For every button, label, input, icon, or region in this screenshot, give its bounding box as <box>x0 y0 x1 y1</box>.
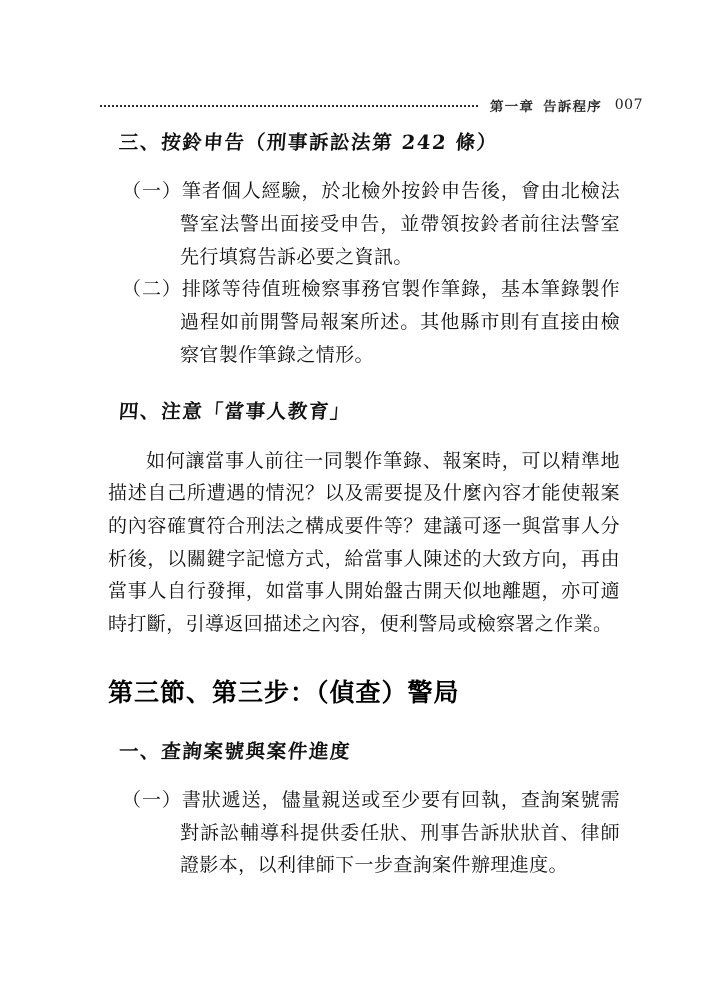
spacer <box>0 371 705 397</box>
heading-section-three: 三、按鈴申告（刑事訴訟法第 242 條） <box>118 131 499 154</box>
spacer <box>0 427 705 445</box>
spacer <box>0 766 705 784</box>
list-item-1-1: （一）書狀遞送，儘量親送或至少要有回執，查詢案號需對訴訟輔導科提供委任狀、刑事告訴狀狀首、律師證影本，以利律師下一步查詢案件辦理進度。 <box>122 789 620 877</box>
heading-section-one: 一、查詢案號與案件進度 <box>118 739 352 763</box>
running-head <box>0 92 705 118</box>
running-head-rule <box>100 105 478 107</box>
running-head-chapter <box>489 95 602 115</box>
page-number: 007 <box>614 97 643 113</box>
spacer <box>0 641 705 675</box>
chapter-title: 告訴程序 <box>542 99 603 115</box>
list-item-3-2: （二）排隊等待值班檢察事務官製作筆錄，基本筆錄製作過程如前開警局報案所述。其他縣市則有直接由檢察官製作筆錄之情形。 <box>122 278 620 366</box>
spacer <box>0 711 705 737</box>
chapter-number: 第一章 <box>489 99 535 115</box>
spacer <box>0 157 705 175</box>
section-heading-third: 第三節、第三步：（偵查）警局 <box>108 677 460 707</box>
list-item-3-1: （一）筆者個人經驗，於北檢外按鈴申告後，會由北檢法警室法警出面接受申告，並帶領按鈴者前往法警室先行填寫告訴必要之資訊。 <box>122 180 620 268</box>
heading-section-four: 四、注意「當事人教育」 <box>118 400 352 424</box>
paragraph-party-education: 如何讓當事人前往一同製作筆錄、報案時，可以精準地描述自己所遭遇的情況？以及需要提及什麼內容才能使報案的內容確實符合刑法之構成要件等？建議可逐一與當事人分析後，以關鍵字記憶方式，給當事人陳述的大致方向，再由當事人自行發揮，如當事人開始盤古開天似地離題，亦可適時打斷，引導返回描述之內容，便利警局或檢察署之作業。 <box>108 449 620 635</box>
page-content <box>0 128 705 882</box>
